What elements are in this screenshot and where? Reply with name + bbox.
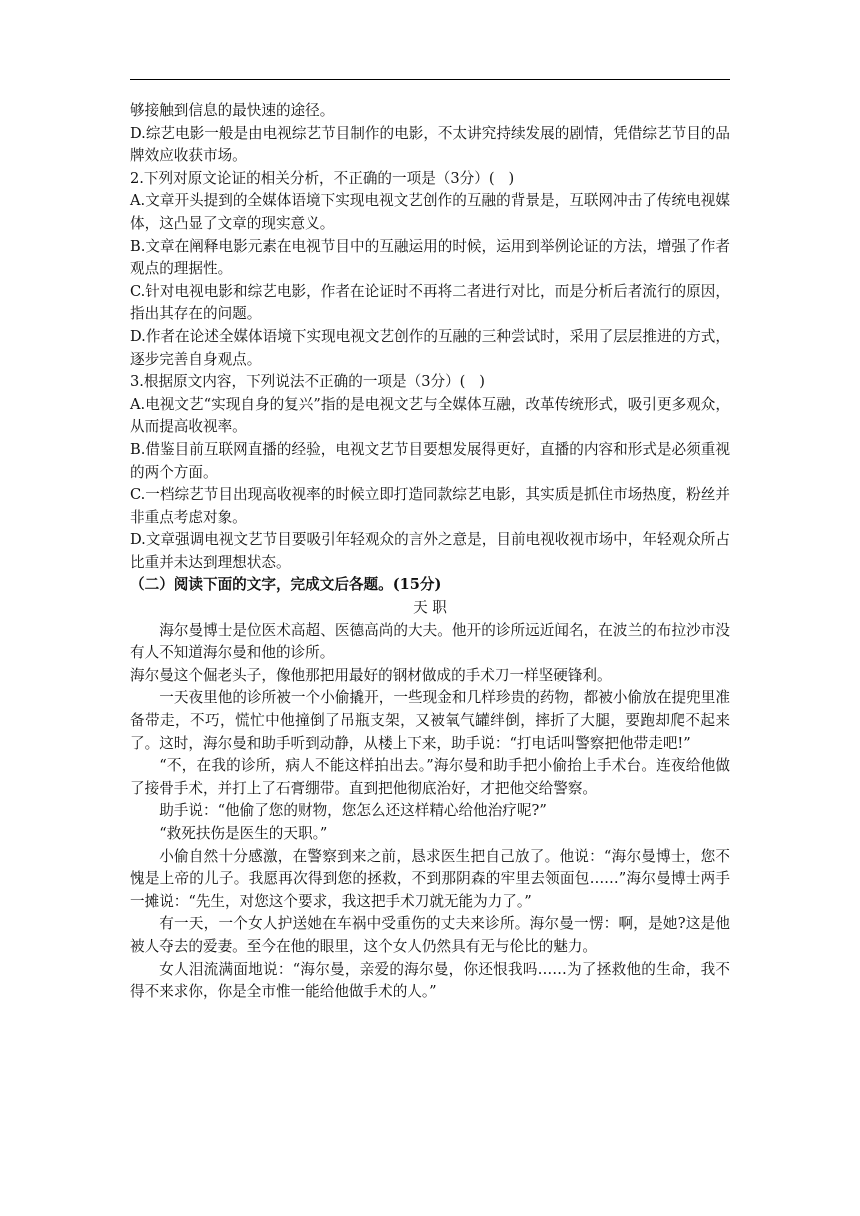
question-3: 3.根据原文内容，下列说法不正确的一项是（3分）( ) (130, 373, 485, 391)
option-a-q3: A.电视文艺“实现自身的复兴”指的是电视文艺与全媒体互融，改革传统形式，吸引更多观众，从而提高收视率。 (130, 395, 730, 436)
option-d-q2: D.作者在论述全媒体语境下实现电视文艺创作的互融的三种尝试时，采用了层层推进的方式，逐步完善自身观点。 (130, 327, 730, 368)
option-d-q3: D.文章强调电视文艺节目要吸引年轻观众的言外之意是，目前电视收视市场中，年轻观众所占比重并未达到理想状态。 (130, 531, 730, 571)
story-paragraph: 女人泪流满面地说：“海尔曼，亲爱的海尔曼，你还恨我吗……为了拯救他的生命，我不得不来求你，你是全市惟一能给他做手术的人。” (130, 960, 730, 1001)
story-paragraph: 有一天，一个女人护送她在车祸中受重伤的丈夫来诊所。海尔曼一愣：啊，是她?这是他被人夺去的爱妻。至今在他的眼里，这个女人仍然具有无与伦比的魅力。 (130, 915, 730, 955)
option-b-q3: B.借鉴目前互联网直播的经验，电视文艺节目要想发展得更好，直播的内容和形式是必须重视的两个方面。 (130, 440, 730, 481)
option-a-q2: A.文章开头提到的全媒体语境下实现电视文艺创作的互融的背景是，互联网冲击了传统电视媒体，这凸显了文章的现实意义。 (130, 192, 730, 232)
header-rule (130, 79, 730, 80)
story-paragraph: “不，在我的诊所，病人不能这样拍出去。”海尔曼和助手把小偷抬上手术台。连夜给他做了接骨手术，并打上了石膏绷带。直到把他彻底治好，才把他交给警察。 (130, 757, 730, 797)
story-title: 天 职 (413, 599, 447, 617)
paragraph-line-0: 够接触到信息的最快速的途径。 (130, 102, 335, 119)
story-paragraph: “救死扶伤是医生的天职。” (159, 825, 328, 842)
story-paragraph: 一天夜里他的诊所被一个小偷撬开，一些现金和几样珍贵的药物，都被小偷放在提兜里准备带走，不巧，慌忙中他撞倒了吊瓶支架，又被氧气罐绊倒，摔折了大腿，要跑却爬不起来了。这时，海尔曼和助手听到动静，从楼上下来，助手说：“打电话叫警察把他带走吧!” (130, 689, 730, 752)
story-paragraph: 小偷自然十分感激，在警察到来之前，恳求医生把自己放了。他说：“海尔曼博士，您不愧是上帝的儿子。我愿再次得到您的拯救，不到那阴森的牢里去领面包……”海尔曼博士两手一摊说：“先生，对您这个要求，我这把手术刀就无能为力了。” (130, 847, 730, 910)
option-c-q2: C.针对电视电影和综艺电影，作者在论证时不再将二者进行对比，而是分析后者流行的原因，指出其存在的问题。 (130, 282, 730, 323)
story-paragraph: 海尔曼博士是位医术高超、医德高尚的大夫。他开的诊所远近闻名，在波兰的布拉沙市没有人不知道海尔曼和他的诊所。 (130, 621, 730, 662)
document-body (130, 100, 730, 1004)
section-heading: （二）阅读下面的文字，完成文后各题。(15分) (130, 576, 442, 594)
story-paragraph: 海尔曼这个倔老头子，像他那把用最好的钢材做成的手术刀一样坚硬锋利。 (130, 666, 612, 684)
question-2: 2.下列对原文论证的相关分析，不正确的一项是（3分）( ) (130, 169, 515, 187)
option-c-q3: C.一档综艺节目出现高收视率的时候立即打造同款综艺电影，其实质是抓住市场热度，粉丝并非重点考虑对象。 (130, 486, 730, 526)
option-d-q1: D.综艺电影一般是由电视综艺节目制作的电影，不太讲究持续发展的剧情，凭借综艺节目的品牌效应收获市场。 (130, 124, 730, 165)
story-paragraph: 助手说：“他偷了您的财物，您怎么还这样精心给他治疗呢?” (159, 802, 547, 820)
option-b-q2: B.文章在阐释电影元素在电视节目中的互融运用的时候，运用到举例论证的方法，增强了作者观点的理据性。 (130, 237, 730, 278)
